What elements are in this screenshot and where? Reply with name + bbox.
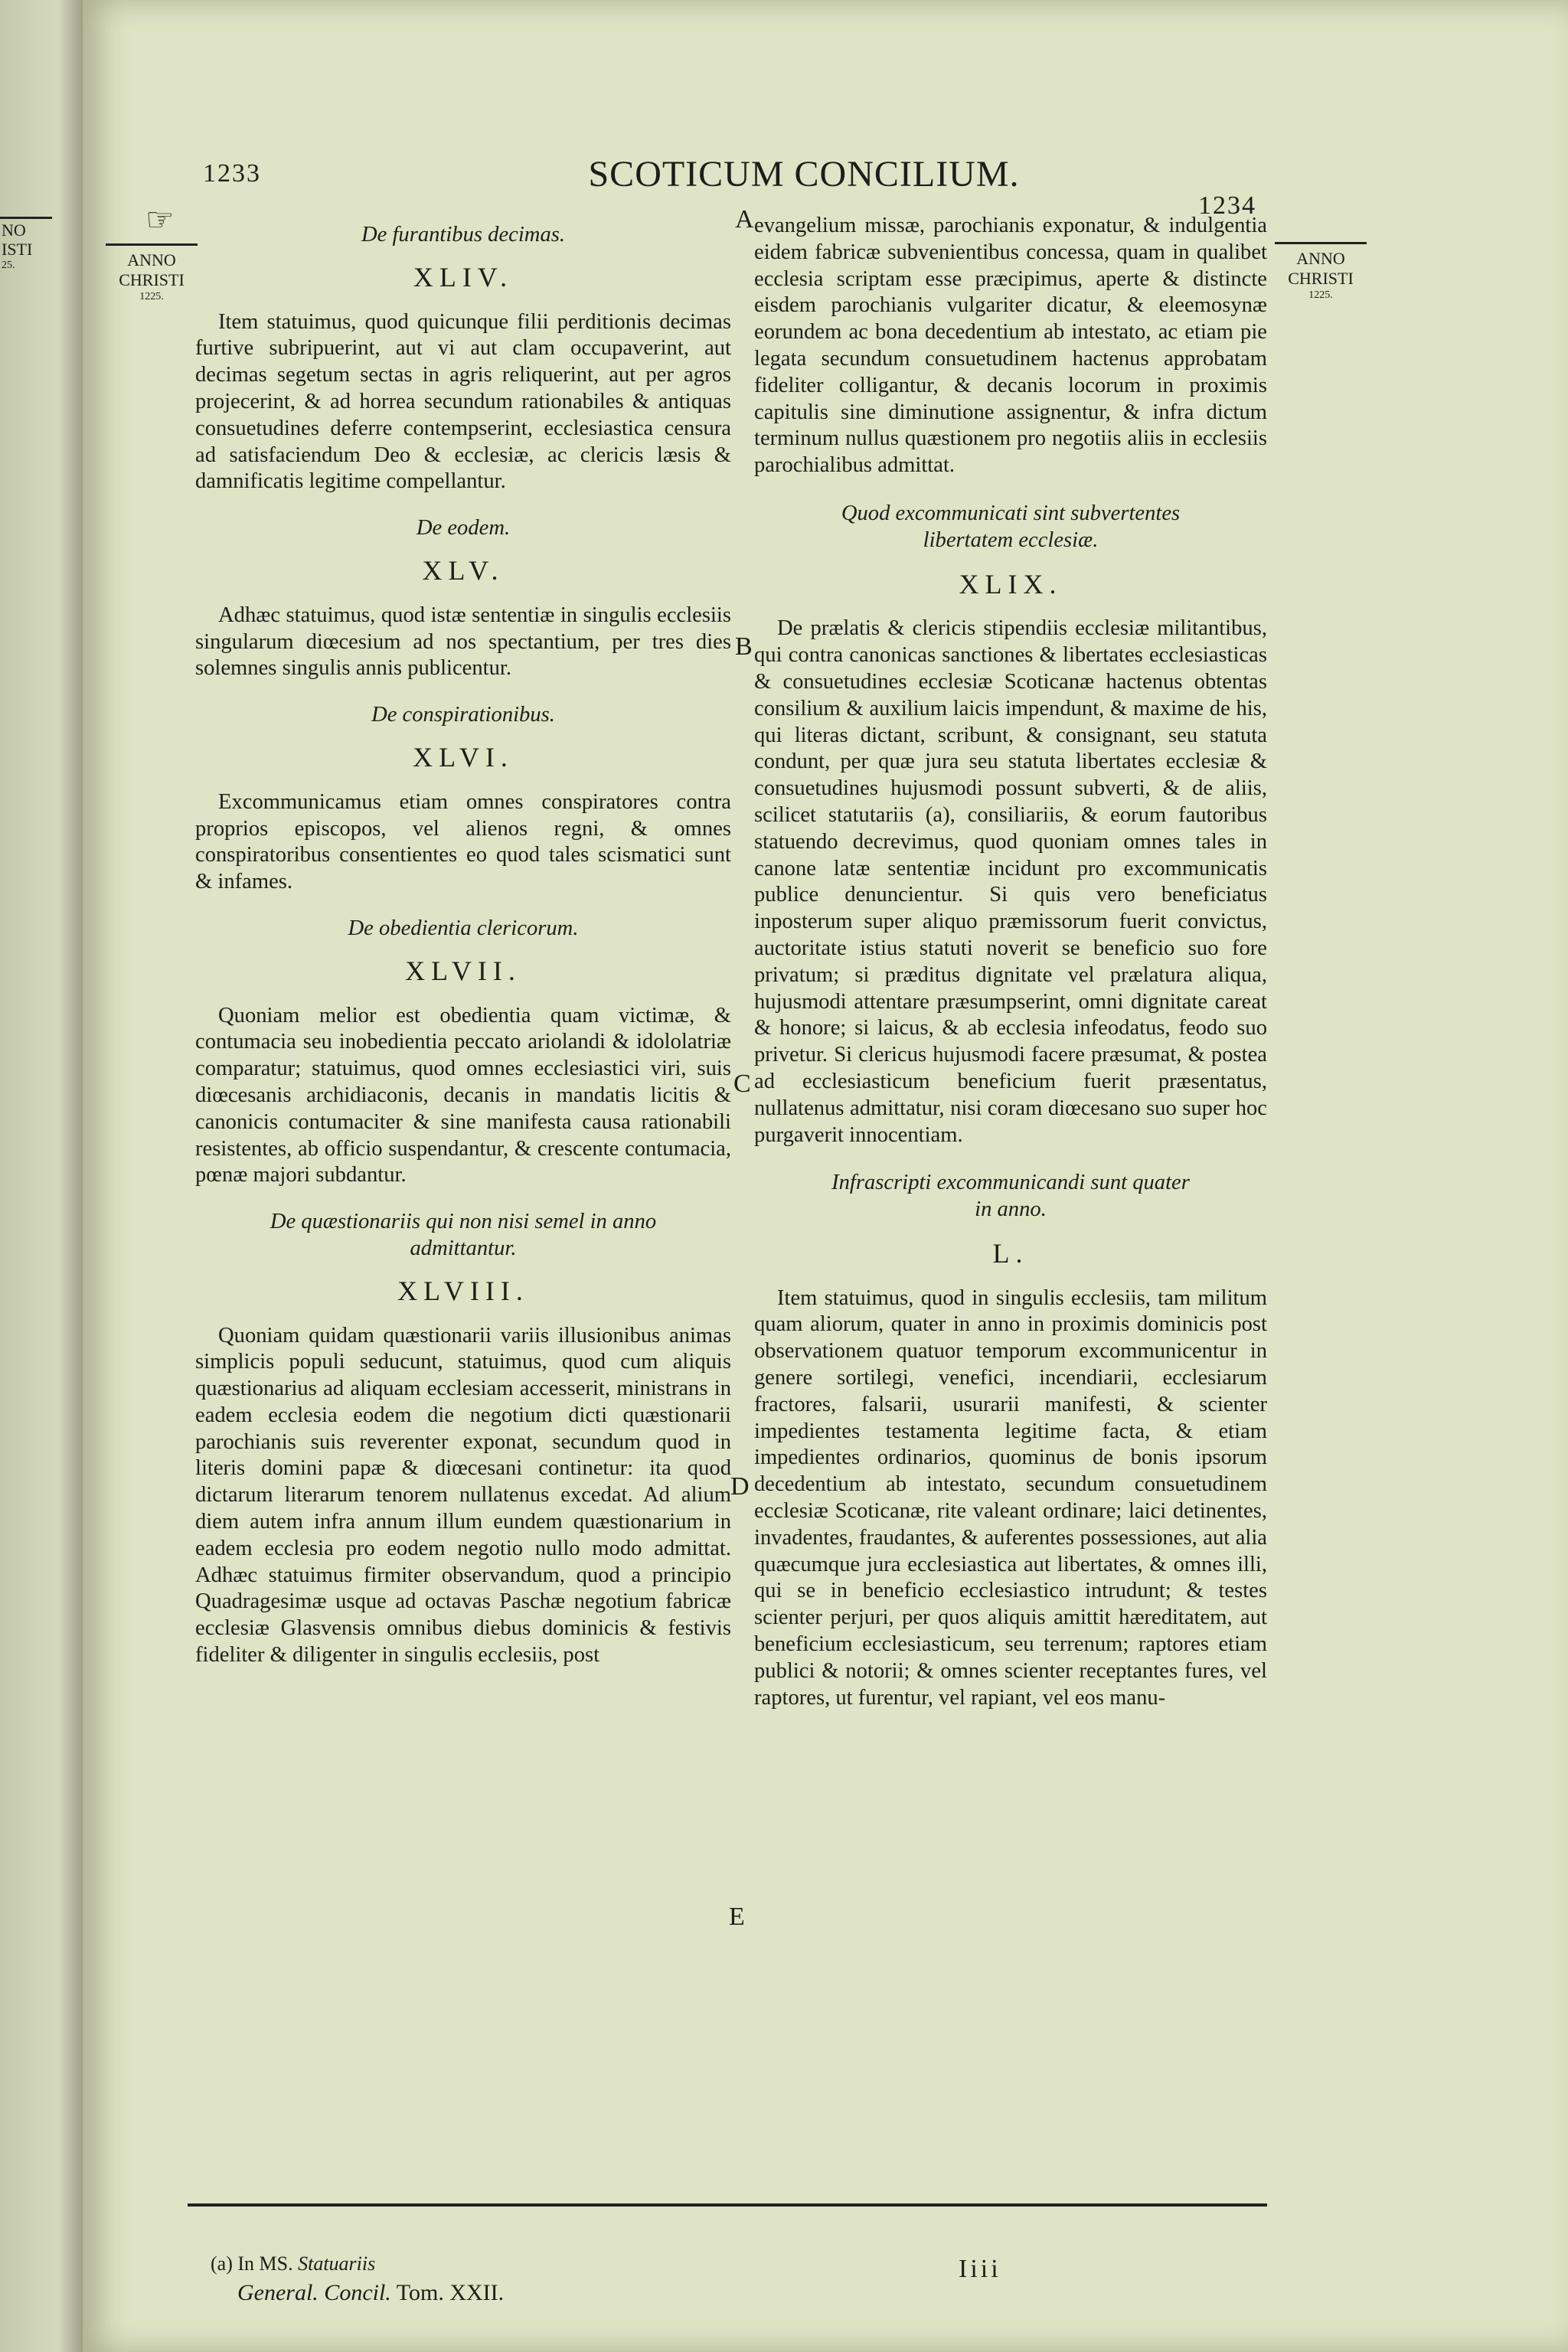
numeral-46: XLVI. [413, 741, 514, 773]
numeral-48: XLVIII. [397, 1275, 529, 1306]
margin-anno-left: ANNO [127, 250, 176, 270]
pointing-hand-icon: ☞ [145, 203, 175, 238]
text-44: Item statuimus, quod quicunque filii perditionis decimas furtive subripuerint, aut vi aut clam occupaverint, aut decimas segetum sectas in agris reliquerint, aut per agros projecerint, & ad horrea secundum rationabiles & antiquas consuetudines deferre contempserint, ecclesiastica censura ad satisfaciendum Deo & ecclesiæ, ac clericis læsis & damnificatis legitime compellantur. [195, 309, 731, 494]
gutter-previous-page [0, 0, 83, 2352]
footnote-word: Statuariis [298, 2252, 376, 2275]
rubric-49-line2: libertatem ecclesiæ. [923, 528, 1099, 552]
margin-note-right [1275, 242, 1367, 302]
section-letter-d: D [730, 1472, 750, 1501]
rubric-50-line2: in anno. [975, 1197, 1047, 1222]
rubric-44: De furantibus decimas. [361, 223, 566, 247]
footnote-mark: (a) In MS. [211, 2252, 293, 2275]
numeral-45: XLV. [422, 554, 505, 586]
margin-christi-right: CHRISTI [1288, 269, 1354, 289]
numeral-47: XLVII. [405, 955, 521, 986]
rubric-50-line1: Infrascripti excommunicandi sunt quater [831, 1171, 1190, 1195]
text-45: Adhæc statuimus, quod istæ sententiæ in singulis ecclesiis singularum diœcesium ad nos spectantium, per tres dies solemnes singulis annis publicentur. [195, 603, 731, 681]
margin-anno-right: ANNO [1296, 249, 1345, 268]
section-letter-c: C [733, 1070, 751, 1098]
page-header [0, 153, 1568, 220]
continuation-text: evangelium missæ, parochianis exponatur, & indulgentia eidem fabricæ subvenientibus concessa, quam in qualibet ecclesia scriptam esse præcipimus, aperte & distincte eisdem parochianis vulgariter dicatur, & eleemosynæ eorundem ac bona decedentium ab intestato, ac etiam pie legata secundum consuetudinem hactenus approbatam fideliter colligantur, & decanis locorum in proximis capitulis sine diminutione assignentur, & infra dictum terminum nullus quæstionem pro negotiis aliis in ecclesiis parochialibus admittat. [754, 214, 1267, 478]
margin-year-right: 1225. [1308, 289, 1333, 301]
rubric-46: De conspirationibus. [371, 703, 555, 727]
text-48: Quoniam quidam quæstionarii variis illusionibus animas simplicis populi seducunt, statuimus, quod cum aliquis quæstionarius ad aliquam ecclesiam accesserit, ministrans in eadem ecclesia eodem die negotium dicti quæstionarii parochianis suis reverenter exponat, secundum quod in literis domini papæ & diœcesani continetur: ita quod dictarum literarum tenorem nullatenus excedat. Ad alium diem autem infra annum illum eundem quæstionarium in eadem ecclesia pro eodem negotio nullo modo admittat. Adhæc statuimus firmiter observandum, quod a principio Quadragesimæ usque ad octavas Paschæ negotium fabricæ ecclesiæ Glasvensis omnibus diebus dominicis & festivis fideliter & diligenter in singulis ecclesiis, post [195, 1323, 731, 1668]
right-column [754, 213, 1267, 1711]
numeral-44: XLIV. [413, 261, 514, 292]
text-50: Item statuimus, quod in singulis ecclesiis, tam militum quam aliorum, quater in anno in proximis dominicis post observationem quatuor temporum excommunicentur in genere sortilegi, venefici, incendiarii, ecclesiarum fractores, falsarii, usurarii manifesti, & scienter impedientes testamenta legitime facta, & etiam impedientes ordinarios, quominus de bonis ipsorum decedentium ab intestato, secundum consuetudinem ecclesiæ Scoticanæ, rite valeant ordinare; laici detinentes, invadentes, fraudantes, & auferentes possessiones, aut alia quæcumque jura ecclesiastica aut libertates, & omnes illi, qui se in beneficio ecclesiastico intrudunt; & testes scienter perjuri, per quos aliquis amittit hæreditatem, aut beneficium ecclesiasticum, seu terrenum; raptores etiam publici & notorii; & omnes scienter receptantes fures, vel raptores, ut furentur, vel rapiant, vel eos manu- [754, 1285, 1267, 1710]
text-47: Quoniam melior est obedientia quam victimæ, & contumacia seu inobedientia peccato ariolandi & idololatriæ comparatur; statuimus, quod omnes ecclesiastici viri, suis diœcesanis archidiaconis, decanis in mandatis licitis & canonicis contumaciter & sine manifesta causa rationabili resistentes, ab officio suspendantur, & crescente contumacia, pœnæ majori subdantur. [195, 1003, 731, 1187]
numeral-50: L. [992, 1237, 1029, 1269]
margin-rule-right [1275, 242, 1367, 244]
page-number-right: 1234 [1198, 191, 1256, 220]
numeral-49: XLIX. [959, 568, 1063, 599]
margin-rule-left [106, 243, 198, 246]
margin-christi-left: CHRISTI [119, 270, 185, 290]
collection-line [237, 2280, 504, 2306]
footer-rule [188, 2203, 1267, 2207]
rubric-48: De quæstionariis qui non nisi semel in anno admittantur. [270, 1210, 657, 1260]
margin-year-left: 1225. [139, 290, 164, 302]
volume-label: Tom. XXII. [396, 2280, 505, 2305]
left-column [195, 216, 731, 1669]
margin-note-left [106, 243, 198, 304]
gutter-line-1: NO [2, 220, 26, 240]
text-49: De prælatis & clericis stipendiis ecclesiæ militantibus, qui contra canonicas sanctiones & libertates ecclesiasticas & consuetudines ecclesiæ Scoticanæ hactenus obtentas consilium & auxilium laicis impendunt, & maxime de his, qui literas dictant, scribunt, & consignant, seu statuta condunt, per quæ jura seu statuta libertates ecclesiæ & consuetudines hujusmodi possunt subverti, & de aliis, scilicet statutariis (a), consiliariis, & eorum fautoribus statuendo decrevimus, quod quoniam omnes tales in canone latæ sententiæ incidunt pro excommunicatis publice denuncientur. Si quis vero beneficiatus inposterum super aliquo præmissorum fuerit convictus, auctoritate istius statuti noverit se beneficio suo fore privatum; si præditus dignitate vel prælatura aliqua, hujusmodi attentare præsumpserint, omni dignitate careat & honore; si laicus, & ab ecclesia infeodatus, feodo suo privetur. Si clericus hujusmodi facere præsumat, & postea ad ecclesiasticum beneficium fuerit præsentatus, nullatenus admittatur, nisi coram diœcesano suo super hoc purgaverit innocentiam. [754, 616, 1267, 1147]
collection-title: General. Concil. [237, 2280, 391, 2305]
text-46: Excommunicamus etiam omnes conspiratores contra proprios episcopos, vel alienos regni, & omnes conspiratoribus consentientes eo quod tales scismatici sunt & infames. [195, 789, 731, 894]
footnote [211, 2252, 375, 2275]
section-letter-e: E [729, 1903, 745, 1931]
gutter-margin-note [2, 220, 55, 272]
gutter-line-3: 25. [2, 259, 15, 271]
page-number-left: 1233 [203, 159, 261, 188]
running-title: SCOTICUM CONCILIUM. [588, 154, 1020, 194]
section-letter-a: A [735, 205, 754, 234]
rubric-47: De obedientia clericorum. [348, 916, 579, 940]
rubric-45: De eodem. [416, 516, 511, 541]
signature-mark: Iiii [959, 2255, 1001, 2283]
rubric-49-line1: Quod excommunicati sint subvertentes [841, 501, 1181, 525]
gutter-rule [0, 217, 52, 219]
section-letter-b: B [735, 632, 753, 661]
gutter-line-2: ISTI [2, 240, 33, 260]
